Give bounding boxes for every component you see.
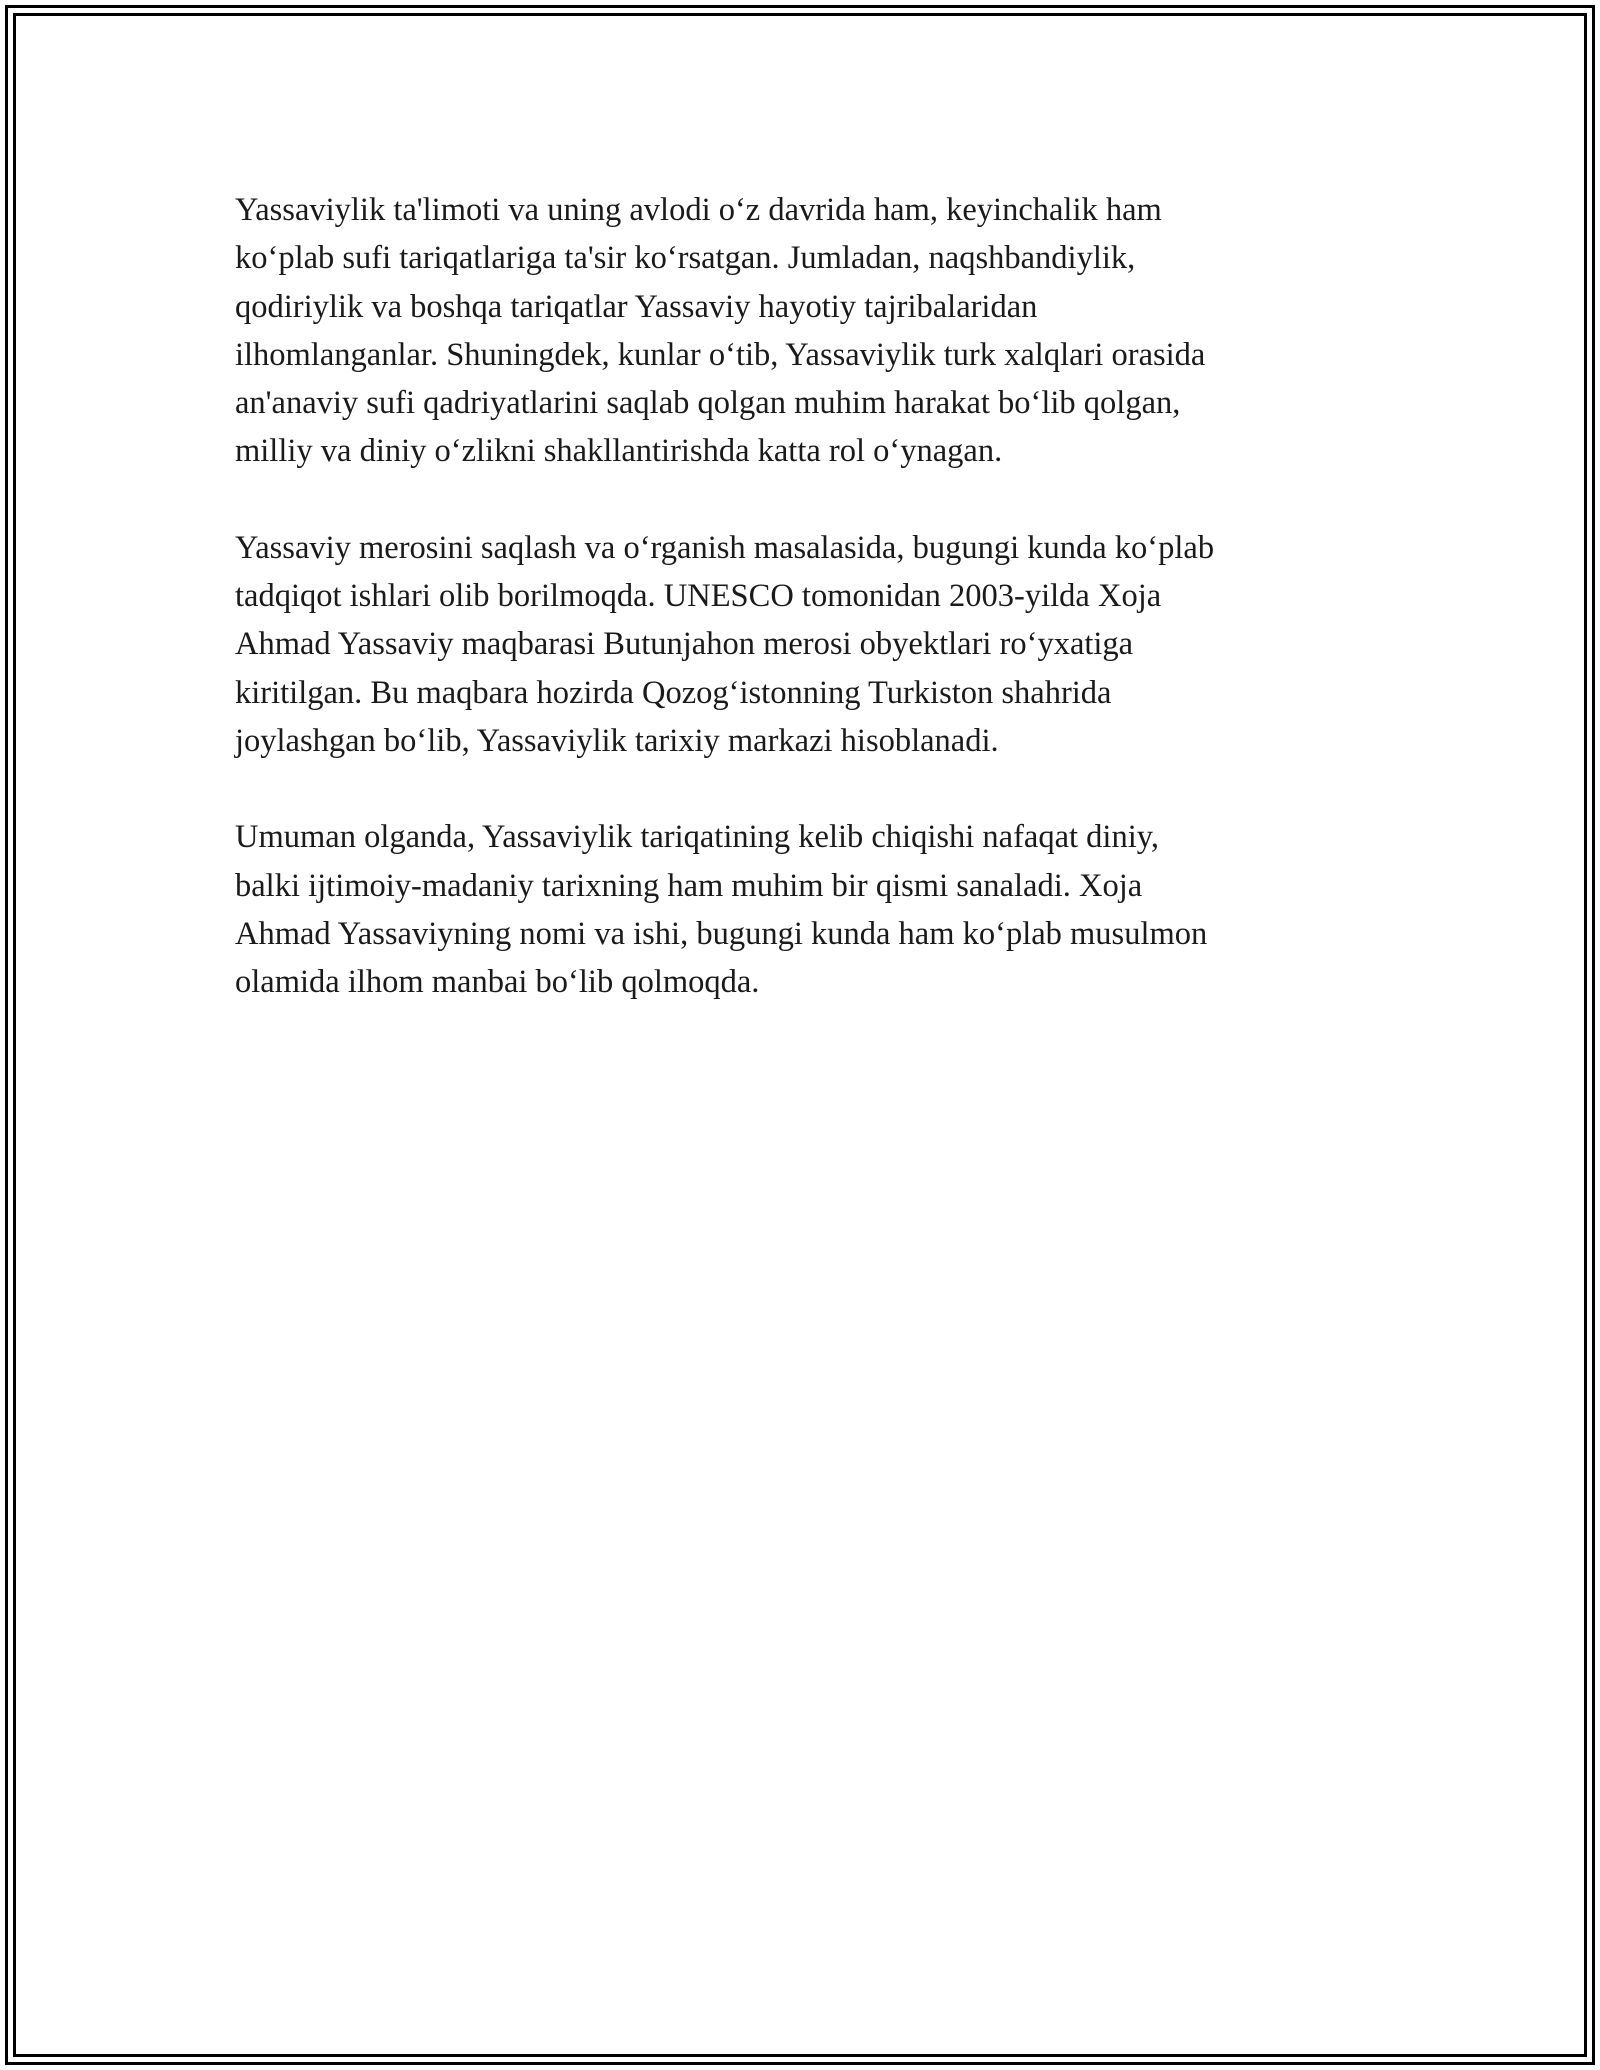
text-line: Yassaviy merosini saqlash va o‘rganish masalasida, bugungi kunda ko‘plab — [235, 529, 1215, 566]
paragraph-2 — [235, 524, 1370, 765]
text-line: olamida ilhom manbai bo‘lib qolmoqda. — [235, 964, 760, 1001]
text-line: ko‘plab sufi tariqatlariga ta'sir ko‘rsatgan. Jumladan, naqshbandiylik, — [235, 240, 1136, 277]
text-line: Ahmad Yassaviy maqbarasi Butunjahon merosi obyektlari ro‘yxatiga — [235, 626, 1134, 663]
paragraph-3 — [235, 813, 1370, 1006]
text-line: ilhomlanganlar. Shuningdek, kunlar o‘tib, Yassaviylik turk xalqlari orasida — [235, 336, 1206, 373]
document-body — [235, 186, 1370, 1054]
text-line: qodiriylik va boshqa tariqatlar Yassaviy hayotiy tajribalaridan — [235, 288, 1038, 325]
text-line: Umuman olganda, Yassaviylik tariqatining kelib chiqishi nafaqat diniy, — [235, 819, 1159, 856]
text-line: joylashgan bo‘lib, Yassaviylik tarixiy markazi hisoblanadi. — [235, 722, 999, 759]
text-line: an'anaviy sufi qadriyatlarini saqlab qolgan muhim harakat bo‘lib qolgan, — [235, 385, 1181, 422]
paragraph-1 — [235, 186, 1370, 476]
text-line: balki ijtimoiy-madaniy tarixning ham muhim bir qismi sanaladi. Xoja — [235, 867, 1143, 904]
text-line: Ahmad Yassaviyning nomi va ishi, bugungi kunda ham ko‘plab musulmon — [235, 915, 1208, 952]
text-line: tadqiqot ishlari olib borilmoqda. UNESCO tomonidan 2003-yilda Xoja — [235, 578, 1162, 615]
text-line: kiritilgan. Bu maqbara hozirda Qozog‘istonning Turkiston shahrida — [235, 674, 1112, 711]
text-line: milliy va diniy o‘zlikni shakllantirishda katta rol o‘ynagan. — [235, 433, 1003, 470]
text-line: Yassaviylik ta'limoti va uning avlodi o‘z davrida ham, keyinchalik ham — [235, 192, 1162, 228]
